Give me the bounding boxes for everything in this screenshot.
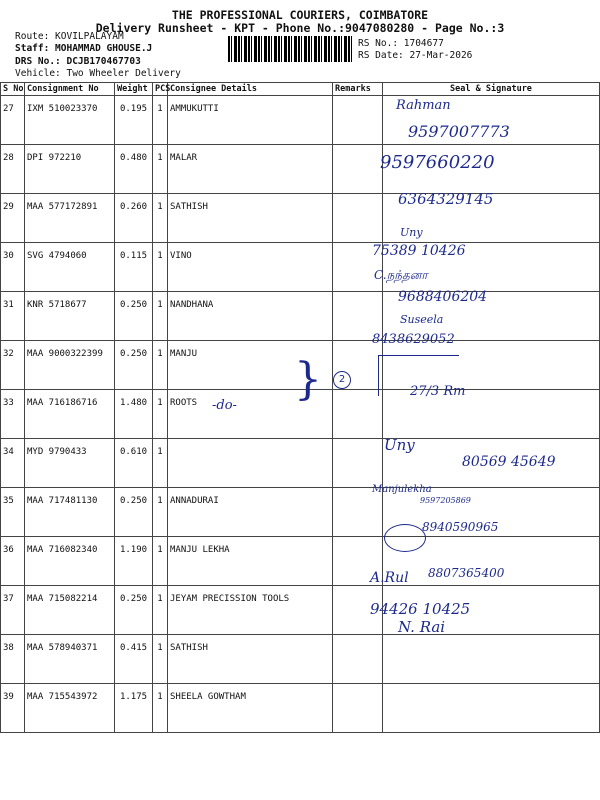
vehicle-label: Vehicle: Two Wheeler Delivery	[15, 68, 181, 79]
cell-consignee: SHEELA GOWTHAM	[168, 684, 333, 733]
cell-consignment: MAA 717481130	[25, 488, 115, 537]
cell-consignee: VINO	[168, 243, 333, 292]
cell-remarks	[333, 194, 383, 243]
cell-remarks	[333, 635, 383, 684]
cell-consignee: SATHISH	[168, 194, 333, 243]
col-remarks: Remarks	[333, 83, 383, 96]
cell-consignment: IXM 510023370	[25, 96, 115, 145]
cell-consignee: MALAR	[168, 145, 333, 194]
phone-39: 94426 10425	[370, 600, 471, 618]
table-row	[1, 194, 600, 243]
cell-pcs: 1	[153, 96, 168, 145]
cell-weight: 0.115	[115, 243, 153, 292]
runsheet-subtitle: Delivery Runsheet - KPT - Phone No.:9047080280 - Page No.:3	[95, 21, 505, 35]
signature-31: C.நந்தனா	[374, 268, 428, 282]
cell-consignment: MAA 715543972	[25, 684, 115, 733]
cell-pcs: 1	[153, 341, 168, 390]
cell-pcs: 1	[153, 586, 168, 635]
signature-27: Rahman	[396, 98, 451, 113]
signature-37	[384, 524, 426, 552]
phone-35: 80569 45649	[462, 454, 556, 470]
cell-weight: 1.190	[115, 537, 153, 586]
cell-remarks	[333, 145, 383, 194]
table-row	[1, 635, 600, 684]
cell-weight: 0.250	[115, 488, 153, 537]
table-row	[1, 537, 600, 586]
company-title: THE PROFESSIONAL COURIERS, COIMBATORE	[171, 8, 429, 22]
drs-label: DRS No.: DCJB170467703	[15, 56, 141, 67]
cell-sno: 34	[1, 439, 25, 488]
phone-28: 9597660220	[380, 152, 495, 173]
cell-sno: 30	[1, 243, 25, 292]
cell-consignee	[168, 439, 333, 488]
signature-38: A.Rul	[370, 570, 409, 586]
cell-weight: 1.480	[115, 390, 153, 439]
table-header-row	[1, 83, 600, 96]
cell-pcs: 1	[153, 194, 168, 243]
cell-sno: 38	[1, 635, 25, 684]
cell-weight: 0.250	[115, 341, 153, 390]
cell-pcs: 1	[153, 439, 168, 488]
cell-weight: 0.250	[115, 586, 153, 635]
cell-consignee: JEYAM PRECISSION TOOLS	[168, 586, 333, 635]
runsheet-table	[0, 82, 600, 733]
cell-remarks	[333, 684, 383, 733]
cell-seal	[383, 684, 600, 733]
table-row	[1, 243, 600, 292]
table-row	[1, 684, 600, 733]
phone-38: 8807365400	[428, 566, 505, 580]
phone-37: 8940590965	[422, 520, 499, 534]
cell-pcs: 1	[153, 243, 168, 292]
cell-weight: 0.260	[115, 194, 153, 243]
phone-29: 6364329145	[398, 190, 494, 208]
cell-sno: 39	[1, 684, 25, 733]
phone-36: 9597205869	[420, 496, 471, 505]
cell-weight: 1.175	[115, 684, 153, 733]
cell-consignee: ROOTS	[168, 390, 333, 439]
cell-pcs: 1	[153, 537, 168, 586]
cell-consignment: MYD 9790433	[25, 439, 115, 488]
phone-32: 8438629052	[372, 332, 455, 347]
col-consignment: Consignment No	[25, 83, 115, 96]
cell-sno: 37	[1, 586, 25, 635]
table-row	[1, 292, 600, 341]
brace-mark: }	[294, 354, 322, 405]
cell-sno: 33	[1, 390, 25, 439]
cell-pcs: 1	[153, 635, 168, 684]
cell-consignment: MAA 715082214	[25, 586, 115, 635]
phone-31: 9688406204	[398, 289, 488, 305]
table-row	[1, 586, 600, 635]
cell-consignment: MAA 578940371	[25, 635, 115, 684]
cell-sno: 29	[1, 194, 25, 243]
col-weight: Weight	[115, 83, 153, 96]
table-row	[1, 145, 600, 194]
cell-consignment: MAA 577172891	[25, 194, 115, 243]
cell-weight: 0.250	[115, 292, 153, 341]
signature-32: Suseela	[400, 313, 444, 326]
cell-seal	[383, 635, 600, 684]
cell-weight: 0.195	[115, 96, 153, 145]
cell-consignee: AMMUKUTTI	[168, 96, 333, 145]
signature-34: 27/3 Rm	[410, 384, 466, 399]
cell-consignee: MANJU LEKHA	[168, 537, 333, 586]
cell-pcs: 1	[153, 390, 168, 439]
cell-consignment: SVG 4794060	[25, 243, 115, 292]
signature-39: N. Rai	[398, 618, 446, 636]
cell-weight: 0.480	[115, 145, 153, 194]
signature-30: Uny	[400, 226, 423, 239]
col-consignee: Consignee Details	[168, 83, 333, 96]
cell-weight: 0.610	[115, 439, 153, 488]
cell-sno: 35	[1, 488, 25, 537]
barcode-image	[228, 36, 354, 62]
cell-consignment: MAA 716186716	[25, 390, 115, 439]
cell-consignee: SATHISH	[168, 635, 333, 684]
cell-consignment: KNR 5718677	[25, 292, 115, 341]
cell-consignment: MAA 9000322399	[25, 341, 115, 390]
cell-weight: 0.415	[115, 635, 153, 684]
col-seal: Seal & Signature	[383, 83, 600, 96]
rs-date: RS Date: 27-Mar-2026	[358, 50, 473, 61]
cell-remarks	[333, 96, 383, 145]
col-sno: S No	[1, 83, 25, 96]
cell-consignee: NANDHANA	[168, 292, 333, 341]
cell-sno: 36	[1, 537, 25, 586]
route-label: Route: KOVILPALAYAM	[15, 31, 124, 42]
cell-sno: 32	[1, 341, 25, 390]
cell-pcs: 1	[153, 684, 168, 733]
cell-remarks	[333, 390, 383, 439]
phone-27: 9597007773	[408, 122, 510, 141]
signature-35: Uny	[384, 436, 415, 454]
signature-36: Manjulekha	[372, 484, 432, 495]
cell-sno: 27	[1, 96, 25, 145]
cell-pcs: 1	[153, 145, 168, 194]
ditto-mark: -do-	[212, 398, 237, 413]
cell-sno: 31	[1, 292, 25, 341]
cell-consignee: ANNADURAI	[168, 488, 333, 537]
rs-number: RS No.: 1704677	[358, 38, 444, 49]
cell-consignment: DPI 972210	[25, 145, 115, 194]
table-row	[1, 488, 600, 537]
staff-label: Staff: MOHAMMAD GHOUSE.J	[15, 43, 153, 54]
cell-remarks	[333, 439, 383, 488]
circled-count: 2	[333, 371, 351, 389]
cell-pcs: 1	[153, 488, 168, 537]
cell-pcs: 1	[153, 292, 168, 341]
cell-sno: 28	[1, 145, 25, 194]
cell-consignee: MANJU	[168, 341, 333, 390]
col-pcs: PCS	[153, 83, 168, 96]
cell-consignment: MAA 716082340	[25, 537, 115, 586]
phone-30: 75389 10426	[372, 243, 466, 259]
